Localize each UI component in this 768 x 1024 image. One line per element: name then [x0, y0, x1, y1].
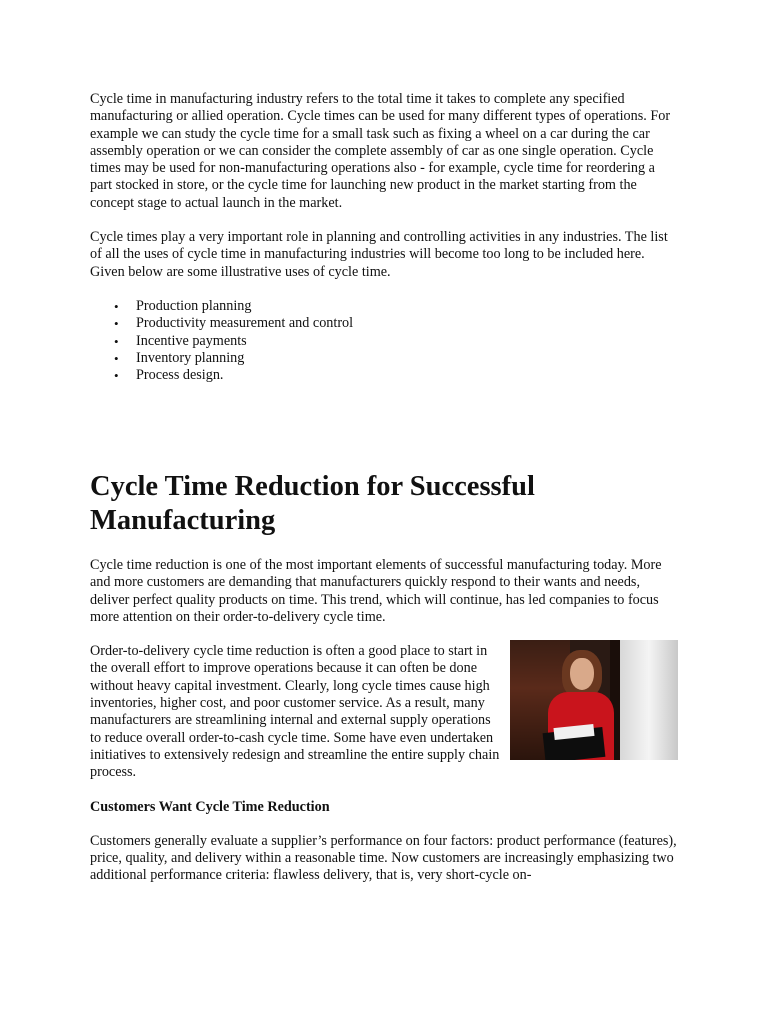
list-item: [114, 332, 680, 350]
bullet-icon: •: [114, 350, 119, 366]
list-item-text: Production planning: [136, 297, 252, 314]
intro-paragraph-2: Cycle times play a very important role in planning and controlling activities in any industries. The list of all the uses of cycle time in manufacturing industries will become too long to be included here. Given below are some illustrative uses of cycle time.: [90, 229, 668, 280]
businesswoman-photo: [510, 640, 678, 760]
paragraph-with-photo: [90, 643, 680, 781]
intro-paragraph-1: Cycle time in manufacturing industry refers to the total time it takes to complete any specified manufacturing or allied operation. Cycle times can be used for many different types of operations. For example we can study the cycle time for a small task such as fixing a wheel on a car during the car assembly operation or we can consider the complete assembly of car as one single operation. Cycle times may be used for non-manufacturing operations also - for example, cycle time for reordering a part stocked in store, or the cycle time for launching new product in the market starting from the concept stage to actual launch in the market.: [90, 91, 671, 211]
uses-list: [90, 298, 680, 384]
section-paragraph-3: Customers generally evaluate a supplier’s performance on four factors: product performance (features), price, quality, and delivery within a reasonable time. Now customers are increasingly emphasizing two additional performance criteria: flawless delivery, that is, very short-cycle on-: [90, 832, 677, 884]
intro-section: [90, 91, 680, 384]
bullet-icon: •: [114, 368, 119, 384]
section-paragraph-1: Cycle time reduction is one of the most important elements of successful manufacturing today. More and more customers are demanding that manufacturers quickly respond to their wants and needs, deliver perfect quality products on time. This trend, which will continue, has led companies to focus more attention on their order-to-delivery cycle time.: [90, 557, 662, 625]
list-item-text: Productivity measurement and control: [136, 315, 354, 332]
list-item-text: Inventory planning: [136, 349, 245, 366]
list-item: [114, 367, 680, 384]
subheading: Customers Want Cycle Time Reduction: [90, 798, 330, 815]
list-item: [114, 349, 680, 367]
section-heading: Cycle Time Reduction for Successful Manufacturing: [90, 471, 535, 536]
bullet-icon: •: [114, 298, 119, 314]
section-paragraph-2: Order-to-delivery cycle time reduction is often a good place to start in the overall effort to improve operations because it can often be done without heavy capital investment. Clearly, long cycle times cause high inventories, higher cost, and poor customer service. As a result, many manufacturers are streamlining internal and external supply operations to reduce overall order-to-cash cycle time. Some have even undertaken initiatives to extensively redesign and streamline the entire supply chain process.: [90, 643, 500, 781]
list-item-text: Incentive payments: [136, 332, 247, 349]
bullet-icon: •: [114, 333, 119, 349]
bullet-icon: •: [114, 316, 119, 332]
list-item: [114, 297, 680, 315]
section-body: [90, 557, 680, 885]
list-item: [114, 315, 680, 332]
list-item-text: Process design.: [136, 367, 224, 384]
